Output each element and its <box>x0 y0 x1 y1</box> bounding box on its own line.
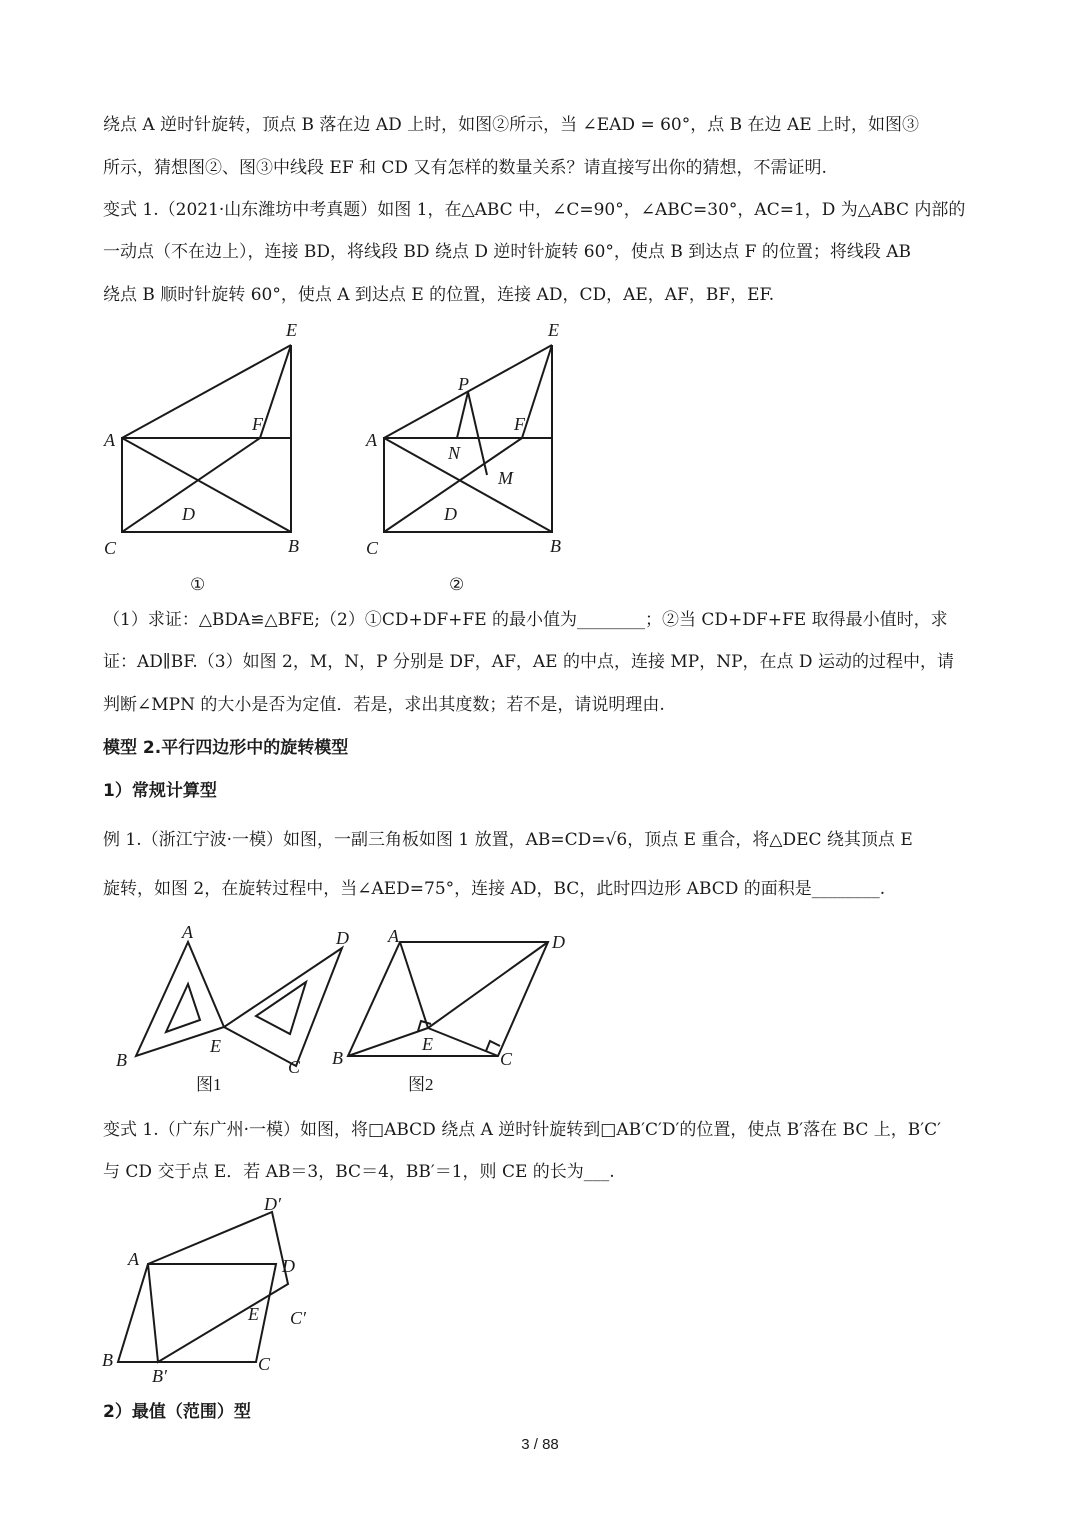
figure-3-left-label-A: A <box>182 922 193 942</box>
figure-3-left-label-C: C <box>288 1057 301 1077</box>
figure-4-label-A: A <box>128 1249 139 1269</box>
figure-3-right-caption: 图2 <box>408 1075 434 1094</box>
figure-4-label-B: B <box>102 1350 113 1370</box>
figure-3-right-diagram <box>326 920 576 1100</box>
subsection-heading: 1）常规计算型 <box>103 781 217 801</box>
figure-2-label-B: B <box>550 536 561 556</box>
figure-3-right-lines <box>348 942 548 1056</box>
page-number: 3 / 88 <box>521 1436 559 1453</box>
figure-1-diagram <box>100 312 320 602</box>
figure-2-label-M: M <box>498 468 513 488</box>
figure-4-label-C: C <box>258 1354 271 1374</box>
text-line: （1）求证：△BDA≌△BFE;（2）①CD+DF+FE 的最小值为________；②当 CD+DF+FE 取得最小值时，求 <box>103 610 948 630</box>
figure-2-diagram <box>360 312 580 602</box>
text-line: 旋转，如图 2，在旋转过程中，当∠AED=75°，连接 AD，BC，此时四边形 ABCD 的面积是________. <box>103 879 886 899</box>
figure-2-label-F: F <box>514 414 525 434</box>
section-heading: 模型 2.平行四边形中的旋转模型 <box>103 738 349 758</box>
figure-1-label-D: D <box>182 504 195 524</box>
text-line: 绕点 A 逆时针旋转，顶点 B 落在边 AD 上时，如图②所示，当 ∠EAD = 60°，点 B 在边 AE 上时，如图③ <box>103 115 920 135</box>
figure-2-label-D: D <box>444 504 457 524</box>
figure-2-label-E: E <box>548 320 559 340</box>
figure-4-label-D-prime: D′ <box>264 1194 281 1214</box>
text-line: 与 CD 交于点 E．若 AB＝3，BC＝4，BB′＝1，则 CE 的长为___. <box>103 1162 615 1182</box>
text-line: 变式 1.（2021·山东潍坊中考真题）如图 1，在△ABC 中，∠C=90°，∠ABC=30°，AC=1，D 为△ABC 内部的 <box>103 200 966 220</box>
figure-2-label-N: N <box>448 443 461 463</box>
text-line: 例 1.（浙江宁波·一模）如图，一副三角板如图 1 放置，AB=CD=√6，顶点 E 重合，将△DEC 绕其顶点 E <box>103 830 913 850</box>
figure-2-label-P: P <box>458 374 469 394</box>
figure-1-lines <box>122 345 291 532</box>
figure-3-left-caption: 图1 <box>196 1075 222 1094</box>
figure-4-label-B-prime: B′ <box>152 1366 167 1386</box>
figure-1-label-E: E <box>286 320 297 340</box>
figure-2-caption: ② <box>449 575 465 594</box>
figure-3-left-diagram <box>110 920 360 1100</box>
text-line: 所示，猜想图②、图③中线段 EF 和 CD 又有怎样的数量关系？请直接写出你的猜想，不需证明. <box>103 158 827 178</box>
figure-4-diagram <box>96 1190 326 1390</box>
figure-4-label-D: D <box>282 1256 295 1276</box>
figure-4-label-C-prime: C′ <box>290 1308 306 1328</box>
subsection-heading: 2）最值（范围）型 <box>103 1402 251 1422</box>
text-line: 绕点 B 顺时针旋转 60°，使点 A 到达点 E 的位置，连接 AD，CD，AE，AF，BF，EF. <box>103 285 775 305</box>
figure-3-left-label-E: E <box>210 1036 221 1056</box>
figure-4-lines <box>118 1212 288 1362</box>
figure-3-right-label-B: B <box>332 1048 343 1068</box>
figure-2-label-C: C <box>366 538 379 558</box>
figure-3-right-label-C: C <box>500 1049 513 1069</box>
text-line: 变式 1.（广东广州·一模）如图，将□ABCD 绕点 A 逆时针旋转到□AB′C′D′的位置，使点 B′落在 BC 上，B′C′ <box>103 1120 941 1140</box>
figure-2-label-A: A <box>366 430 377 450</box>
figure-3-left-lines <box>136 942 342 1066</box>
figure-1-label-A: A <box>104 430 115 450</box>
figure-3-right-label-D: D <box>552 932 565 952</box>
text-line: 判断∠MPN 的大小是否为定值．若是，求出其度数；若不是，请说明理由. <box>103 695 665 715</box>
figure-3-right-label-A: A <box>388 926 399 946</box>
figure-1-label-B: B <box>288 536 299 556</box>
figure-1-label-C: C <box>104 538 117 558</box>
text-line: 一动点（不在边上），连接 BD，将线段 BD 绕点 D 逆时针旋转 60°，使点 B 到达点 F 的位置；将线段 AB <box>103 242 912 262</box>
text-line: 证：AD∥BF.（3）如图 2，M，N，P 分别是 DF，AF，AE 的中点，连接 MP，NP，在点 D 运动的过程中，请 <box>103 652 954 672</box>
figure-3-left-label-D: D <box>336 928 349 948</box>
figure-1-label-F: F <box>252 414 263 434</box>
figure-3-left-label-B: B <box>116 1050 127 1070</box>
figure-3-right-label-E: E <box>422 1034 433 1054</box>
figure-1-caption: ① <box>190 575 206 594</box>
figure-4-label-E: E <box>248 1304 259 1324</box>
